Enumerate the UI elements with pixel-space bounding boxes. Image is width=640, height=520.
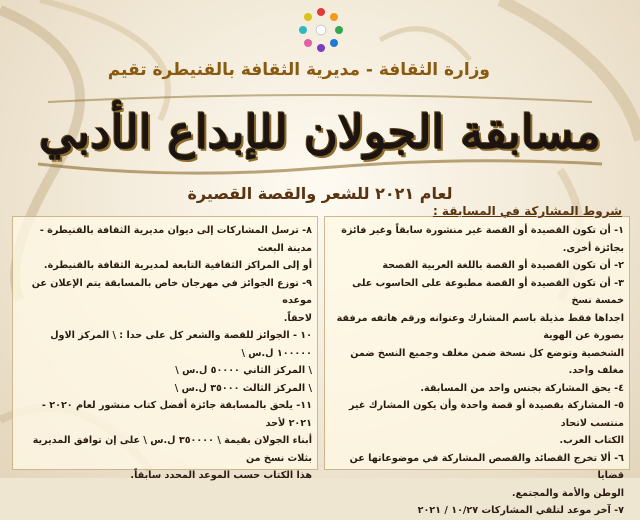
- condition-line: هذا الكتاب حسب الموعد المحدد سابقاً.: [130, 470, 312, 481]
- condition-line: الوطن والأمة والمجتمع.: [511, 487, 624, 499]
- condition-line: ٢- أن تكون القصيدة أو القصة باللغة العربية الفصحة: [382, 260, 624, 271]
- page-title: مسابقة الجولان للإبداع الأدبي: [39, 105, 601, 159]
- title-block: [28, 84, 612, 180]
- condition-line: ٩- توزع الجوائز في مهرجان خاص بالمسابقة يتم الإعلان عن موعده: [31, 277, 312, 306]
- condition-line: \ المركز الثاني ٥٠٠٠٠ ل.س \: [175, 365, 312, 376]
- condition-line: أبناء الجولان بقيمة \ ٣٥٠٠٠٠ ل.س \ على إن توافق المديرية بثلاث نسخ من: [32, 435, 312, 464]
- condition-line: لاحقاً.: [283, 312, 312, 324]
- conditions-header: شروط المشاركة في المسابقة :: [432, 204, 622, 218]
- condition-line: الشخصية وتوضع كل نسخة ضمن مغلف وجميع النسخ ضمن مغلف واحد.: [350, 347, 624, 376]
- condition-line: ٦- ألا تخرج القصائد والقصص المشاركة في موضوعاتها عن قضايا: [349, 452, 624, 481]
- condition-line: ٥- المشاركة بقصيدة أو قصة واحدة وأن يكون المشارك غير منتسب لاتحاد: [348, 400, 624, 429]
- condition-line: ١٠ - الجوائز للقصة والشعر كل على حدا : \ المركز الاول ١٠٠٠٠٠ ل.س \: [50, 330, 312, 359]
- condition-line: ٧- آخر موعد لتلقي المشاركات ١٠/٢٧ / ٢٠٢١: [417, 505, 624, 516]
- ministry-line: وزارة الثقافة - مديرية الثقافة بالقنيطرة تقيم: [107, 60, 490, 80]
- condition-line: ١- أن تكون القصيدة أو القصة غير منشورة سابقاً وغير فائزة بجائزة أخرى.: [341, 225, 624, 254]
- condition-line: ٤- يحق المشاركة بجنس واحد من المسابقة.: [420, 382, 624, 394]
- condition-line: أو إلى المراكز الثقافية التابعة لمديرية الثقافة بالقنيطرة.: [43, 260, 312, 271]
- condition-line: اجداها فقط مذيلة باسم المشارك وعنوانه ورقم هاتفه مرفقة بصورة عن الهوية: [336, 312, 624, 341]
- people-circle-logo-icon: [296, 6, 346, 52]
- year-line: لعام ٢٠٢١ للشعر والقصة القصيرة: [187, 184, 453, 203]
- condition-line: ١١- يلحق بالمسابقة جائزة أفضل كتاب منشور لعام ٢٠٢٠ - ٢٠٢١ لأحد: [41, 400, 312, 429]
- condition-line: ٣- أن تكون القصيدة أو القصة مطبوعة على الحاسوب على خمسة نسخ: [352, 277, 624, 306]
- conditions-right-column: [328, 222, 624, 520]
- condition-line: \ المركز الثالث ٣٥٠٠٠ ل.س \: [174, 382, 312, 394]
- conditions-left-column: [16, 222, 312, 485]
- condition-line: الكتاب العرب.: [559, 435, 624, 446]
- condition-line: ٨- ترسل المشاركات إلى ديوان مديرية الثقافة بالقنيطرة - مدينة البعث: [39, 225, 312, 254]
